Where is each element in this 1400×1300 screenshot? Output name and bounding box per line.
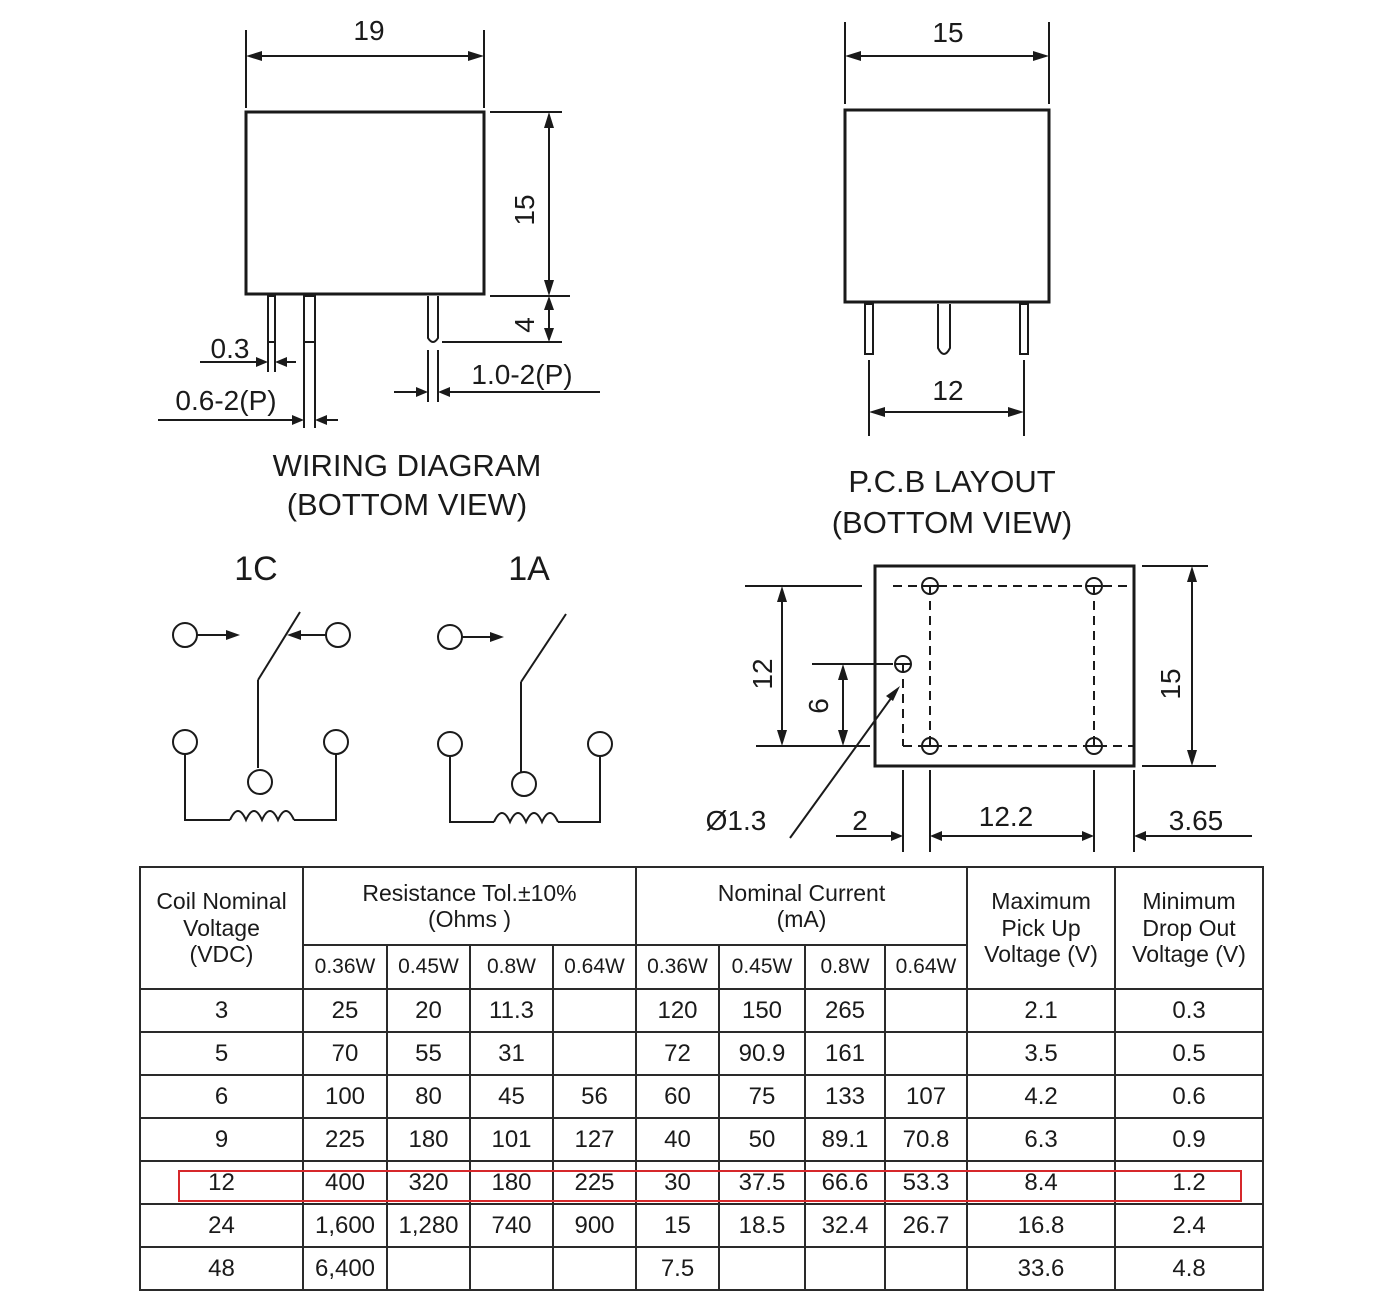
form-1a-label: 1A [508,550,550,588]
pcb-height-6-label: 6 [803,698,834,714]
pcb-caption-subtitle: (BOTTOM VIEW) [831,505,1073,540]
table-cell: 60 [636,1075,719,1118]
table-cell: 740 [470,1204,553,1247]
table-cell: 133 [805,1075,885,1118]
header-nominal-current [636,867,967,945]
table-cell: 6,400 [303,1247,387,1290]
table-cell: 225 [553,1161,636,1204]
table-cell: 127 [553,1118,636,1161]
table-cell: 0.9 [1115,1118,1263,1161]
header-dropout-line3: Voltage (V) [1132,941,1246,968]
table-cell [719,1247,805,1290]
contact-nc-terminal [326,623,350,647]
table-cell: 37.5 [719,1161,805,1204]
table-cell [805,1247,885,1290]
table-cell: 18.5 [719,1204,805,1247]
header-coil-voltage-line1: Coil Nominal [156,888,287,915]
pcb-outline [875,566,1134,766]
table-cell: 80 [387,1075,470,1118]
table-cell: 45 [470,1075,553,1118]
table-cell: 0.3 [1115,989,1263,1032]
pcb-height-15-label: 15 [1155,668,1186,700]
table-cell: 320 [387,1161,470,1204]
table-row [140,1204,1263,1247]
table-cell: 90.9 [719,1032,805,1075]
table-cell [885,1032,967,1075]
table-cell: 55 [387,1032,470,1075]
common-terminal [248,770,272,794]
coil-1a [494,813,558,822]
table-cell: 31 [470,1032,553,1075]
table-cell [553,1032,636,1075]
header-current-line2: (mA) [776,906,827,932]
power-col: 0.8W [470,945,553,989]
form-1c-label: 1C [234,550,278,588]
table-cell: 100 [303,1075,387,1118]
wiring-caption-title: WIRING DIAGRAM [272,448,542,483]
table-cell: 7.5 [636,1247,719,1290]
cell-coil-voltage: 24 [140,1204,303,1247]
pcb-hole-diameter-label: Ø1.3 [705,805,767,836]
pin-thickness-label: 0.3 [210,333,250,364]
table-cell: 107 [885,1075,967,1118]
table-cell: 225 [303,1118,387,1161]
side-pin-left [865,304,873,354]
header-coil-voltage-line2: Voltage [183,914,260,941]
common-terminal-1a [512,772,536,796]
table-cell: 3.5 [967,1032,1115,1075]
power-col: 0.64W [553,945,636,989]
table-row [140,1075,1263,1118]
coil-terminal-right [324,730,348,754]
side-pin-span-label: 12 [932,375,964,406]
table-cell: 26.7 [885,1204,967,1247]
side-pin-center [938,304,950,354]
table-cell [885,989,967,1032]
header-pickup-voltage [967,867,1115,989]
table-cell: 70 [303,1032,387,1075]
header-current-line1: Nominal Current [717,879,886,906]
power-col: 0.36W [303,945,387,989]
pin-1 [268,296,275,342]
header-resistance-line1: Resistance Tol.±10% [362,879,577,906]
pin-width-left-label: 0.6-2(P) [175,385,277,416]
pcb-right-offset-label: 3.65 [1168,805,1224,836]
power-col: 0.8W [805,945,885,989]
table-cell: 2.4 [1115,1204,1263,1247]
table-cell: 53.3 [885,1161,967,1204]
cell-coil-voltage: 48 [140,1247,303,1290]
table-cell: 900 [553,1204,636,1247]
table-cell: 4.8 [1115,1247,1263,1290]
wiring-pin-length-label: 4 [509,317,540,333]
wiring-width-label: 19 [353,15,385,46]
table-cell: 66.6 [805,1161,885,1204]
coil-terminal-right-1a [588,732,612,756]
table-cell: 11.3 [470,989,553,1032]
coil-terminal-left-1a [438,732,462,756]
table-cell: 30 [636,1161,719,1204]
side-width-label: 15 [932,17,964,48]
pcb-height-12-label: 12 [747,658,778,690]
table-cell: 25 [303,989,387,1032]
side-pin-right [1020,304,1028,354]
table-cell: 150 [719,989,805,1032]
header-pickup-line1: Maximum [991,888,1091,915]
coil-1c [230,811,294,820]
spec-table-body [140,989,1263,1290]
table-cell: 70.8 [885,1118,967,1161]
table-cell: 4.2 [967,1075,1115,1118]
table-row [140,1161,1263,1204]
table-cell: 16.8 [967,1204,1115,1247]
table-cell [885,1247,967,1290]
table-row [140,1032,1263,1075]
table-cell: 0.6 [1115,1075,1263,1118]
table-cell: 400 [303,1161,387,1204]
table-cell: 72 [636,1032,719,1075]
power-col: 0.45W [719,945,805,989]
table-cell: 0.5 [1115,1032,1263,1075]
table-cell: 32.4 [805,1204,885,1247]
header-resistance [303,867,636,945]
table-cell: 15 [636,1204,719,1247]
pcb-offset-2-label: 2 [852,805,868,836]
coil-spec-table [139,866,1264,1291]
power-col: 0.45W [387,945,470,989]
pcb-layout [706,566,1252,852]
table-cell: 75 [719,1075,805,1118]
header-resistance-line2: (Ohms ) [427,906,512,932]
table-cell [470,1247,553,1290]
table-cell: 20 [387,989,470,1032]
table-cell: 120 [636,989,719,1032]
pin-3 [428,296,438,342]
schematic-1a [438,550,612,822]
table-cell: 89.1 [805,1118,885,1161]
relay-body-front [246,112,484,294]
table-cell: 1,600 [303,1204,387,1247]
header-pickup-line2: Pick Up [1001,914,1081,941]
table-cell: 101 [470,1118,553,1161]
power-col: 0.64W [885,945,967,989]
table-cell: 40 [636,1118,719,1161]
contact-no-terminal [173,623,197,647]
table-cell: 1.2 [1115,1161,1263,1204]
table-cell [387,1247,470,1290]
header-dropout-voltage [1115,867,1263,989]
cell-coil-voltage: 5 [140,1032,303,1075]
pin-width-right-label: 1.0-2(P) [471,359,573,390]
table-cell [553,989,636,1032]
table-row [140,1247,1263,1290]
table-cell: 1,280 [387,1204,470,1247]
header-pickup-line3: Voltage (V) [984,941,1098,968]
cell-coil-voltage: 9 [140,1118,303,1161]
table-cell: 180 [470,1161,553,1204]
cell-coil-voltage: 3 [140,989,303,1032]
table-cell: 50 [719,1118,805,1161]
header-dropout-line2: Drop Out [1142,914,1236,941]
header-dropout-line1: Minimum [1142,888,1236,915]
cell-coil-voltage: 12 [140,1161,303,1204]
table-cell: 161 [805,1032,885,1075]
power-col: 0.36W [636,945,719,989]
schematic-1c [173,550,350,820]
table-cell: 2.1 [967,989,1115,1032]
header-coil-voltage [140,867,303,989]
table-row [140,989,1263,1032]
table-cell [553,1247,636,1290]
table-row [140,1118,1263,1161]
wiring-caption-subtitle: (BOTTOM VIEW) [286,487,528,522]
contact-no-terminal-1a [438,625,462,649]
table-cell: 8.4 [967,1161,1115,1204]
relay-side-view [845,17,1049,436]
coil-terminal-left [173,730,197,754]
wiring-diagram-front-view [158,15,600,522]
pcb-span-label: 12.2 [978,801,1034,832]
table-cell: 56 [553,1075,636,1118]
wiring-height-label: 15 [509,194,540,226]
pcb-caption-title: P.C.B LAYOUT [848,464,1056,499]
table-cell: 6.3 [967,1118,1115,1161]
header-coil-voltage-line3: (VDC) [189,941,254,968]
relay-body-side [845,110,1049,302]
table-cell: 265 [805,989,885,1032]
table-cell: 33.6 [967,1247,1115,1290]
pin-2 [304,296,315,342]
cell-coil-voltage: 6 [140,1075,303,1118]
table-cell: 180 [387,1118,470,1161]
